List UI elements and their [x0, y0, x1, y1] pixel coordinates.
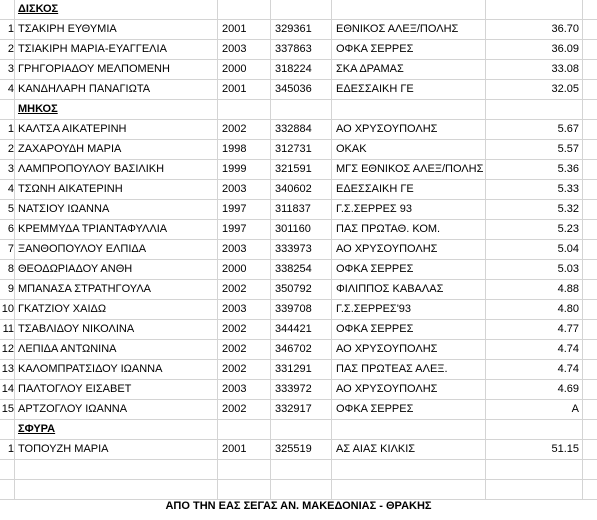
table-row [0, 200, 597, 220]
registration-id-cell[interactable]: 346702 [271, 340, 332, 360]
registration-id-cell[interactable]: 325519 [271, 440, 332, 460]
athlete-name-cell[interactable]: ΚΑΛΟΜΠΡΑΤΣΙΔΟΥ ΙΩΑΝΝΑ [15, 360, 218, 380]
mark-cell[interactable]: Α [486, 400, 583, 420]
club-cell[interactable]: ΕΔΕΣΣΑΙΚΗ ΓΕ [332, 80, 486, 100]
empty-cell[interactable] [332, 0, 486, 20]
mark-cell[interactable]: 4.74 [486, 340, 583, 360]
empty-cell[interactable] [583, 100, 597, 120]
club-cell[interactable]: ΦΙΛΙΠΠΟΣ ΚΑΒΑΛΑΣ [332, 280, 486, 300]
empty-row [0, 460, 597, 480]
rank-cell[interactable]: 14 [0, 380, 15, 400]
mark-cell[interactable]: 4.88 [486, 280, 583, 300]
mark-cell[interactable]: 5.67 [486, 120, 583, 140]
club-cell[interactable]: ΑΟ ΧΡΥΣΟΥΠΟΛΗΣ [332, 380, 486, 400]
rank-cell[interactable]: 11 [0, 320, 15, 340]
rank-cell[interactable]: 1 [0, 440, 15, 460]
athlete-name-cell[interactable]: ΤΣΑΚΙΡΗ ΕΥΘΥΜΙΑ [15, 20, 218, 40]
club-cell[interactable]: ΕΘΝΙΚΟΣ ΑΛΕΞ/ΠΟΛΗΣ [332, 20, 486, 40]
registration-id-cell[interactable]: 350792 [271, 280, 332, 300]
empty-cell[interactable] [332, 420, 486, 440]
mark-cell[interactable]: 5.32 [486, 200, 583, 220]
club-cell[interactable]: ΟΦΚΑ ΣΕΡΡΕΣ [332, 40, 486, 60]
table-row [0, 240, 597, 260]
rank-cell[interactable]: 15 [0, 400, 15, 420]
table-row [0, 40, 597, 60]
table-row [0, 260, 597, 280]
empty-cell[interactable] [583, 0, 597, 20]
birth-year-cell[interactable]: 2000 [218, 260, 271, 280]
registration-id-cell[interactable]: 345036 [271, 80, 332, 100]
athlete-name-cell[interactable]: ΚΑΛΤΣΑ ΑΙΚΑΤΕΡΙΝΗ [15, 120, 218, 140]
section-header-row [0, 0, 597, 20]
birth-year-cell[interactable]: 2000 [218, 60, 271, 80]
mark-cell[interactable]: 5.23 [486, 220, 583, 240]
athlete-name-cell[interactable]: ΤΣΙΑΚΙΡΗ ΜΑΡΙΑ-ΕΥΑΓΓΕΛΙΑ [15, 40, 218, 60]
empty-cell[interactable] [583, 460, 597, 480]
registration-id-cell[interactable]: 311837 [271, 200, 332, 220]
section-header-row [0, 100, 597, 120]
athlete-name-cell[interactable]: ΚΡΕΜΜΥΔΑ ΤΡΙΑΝΤΑΦΥΛΛΙΑ [15, 220, 218, 240]
empty-cell[interactable] [486, 420, 583, 440]
table-row [0, 20, 597, 40]
rank-cell[interactable]: 5 [0, 200, 15, 220]
registration-id-cell[interactable]: 318224 [271, 60, 332, 80]
birth-year-cell[interactable]: 2001 [218, 80, 271, 100]
table-row [0, 340, 597, 360]
mark-cell[interactable]: 4.80 [486, 300, 583, 320]
empty-cell[interactable] [486, 0, 583, 20]
birth-year-cell[interactable]: 2002 [218, 280, 271, 300]
club-cell[interactable]: ΜΓΣ ΕΘΝΙΚΟΣ ΑΛΕΞ/ΠΟΛΗΣ [332, 160, 486, 180]
birth-year-cell[interactable]: 2002 [218, 400, 271, 420]
empty-cell[interactable] [271, 420, 332, 440]
empty-cell[interactable] [583, 220, 597, 240]
mark-cell[interactable]: 4.69 [486, 380, 583, 400]
registration-id-cell[interactable]: 344421 [271, 320, 332, 340]
registration-id-cell[interactable]: 329361 [271, 20, 332, 40]
mark-cell[interactable]: 32.05 [486, 80, 583, 100]
birth-year-cell[interactable]: 2002 [218, 320, 271, 340]
rank-cell[interactable]: 12 [0, 340, 15, 360]
table-row [0, 140, 597, 160]
club-cell[interactable]: ΟΦΚΑ ΣΕΡΡΕΣ [332, 260, 486, 280]
athlete-name-cell[interactable]: ΓΡΗΓΟΡΙΑΔΟΥ ΜΕΛΠΟΜΕΝΗ [15, 60, 218, 80]
club-cell[interactable]: ΑΟ ΧΡΥΣΟΥΠΟΛΗΣ [332, 120, 486, 140]
empty-cell[interactable] [583, 180, 597, 200]
birth-year-cell[interactable]: 2002 [218, 360, 271, 380]
section-title[interactable]: ΔΙΣΚΟΣ [15, 0, 218, 20]
rank-cell[interactable]: 3 [0, 60, 15, 80]
table-row [0, 380, 597, 400]
rank-cell[interactable] [0, 420, 15, 440]
registration-id-cell[interactable]: 332884 [271, 120, 332, 140]
empty-cell[interactable] [583, 400, 597, 420]
mark-cell[interactable]: 51.15 [486, 440, 583, 460]
empty-cell[interactable] [583, 260, 597, 280]
club-cell[interactable]: ΠΑΣ ΠΡΩΤΕΑΣ ΑΛΕΞ. [332, 360, 486, 380]
empty-cell[interactable] [271, 100, 332, 120]
athlete-name-cell[interactable]: ΤΣΑΒΛΙΔΟΥ ΝΙΚΟΛΙΝΑ [15, 320, 218, 340]
empty-cell[interactable] [583, 280, 597, 300]
mark-cell[interactable]: 4.74 [486, 360, 583, 380]
mark-cell[interactable]: 33.08 [486, 60, 583, 80]
mark-cell[interactable]: 36.70 [486, 20, 583, 40]
athlete-name-cell[interactable]: ΛΕΠΙΔΑ ΑΝΤΩΝΙΝΑ [15, 340, 218, 360]
table-row [0, 280, 597, 300]
mark-cell[interactable]: 4.77 [486, 320, 583, 340]
empty-cell[interactable] [218, 460, 271, 480]
athlete-name-cell[interactable]: ΤΣΩΝΗ ΑΙΚΑΤΕΡΙΝΗ [15, 180, 218, 200]
rank-cell[interactable]: 8 [0, 260, 15, 280]
empty-cell[interactable] [583, 20, 597, 40]
footer-note: ΑΠΟ ΤΗΝ ΕΑΣ ΣΕΓΑΣ ΑΝ. ΜΑΚΕΔΟΝΙΑΣ - ΘΡΑΚΗΣ [165, 500, 432, 512]
mark-cell[interactable]: 5.04 [486, 240, 583, 260]
birth-year-cell[interactable]: 2003 [218, 380, 271, 400]
athlete-name-cell[interactable]: ΚΑΝΔΗΛΑΡΗ ΠΑΝΑΓΙΩΤΑ [15, 80, 218, 100]
registration-id-cell[interactable]: 339708 [271, 300, 332, 320]
empty-cell[interactable] [486, 460, 583, 480]
birth-year-cell[interactable]: 2003 [218, 300, 271, 320]
registration-id-cell[interactable]: 333973 [271, 240, 332, 260]
club-cell[interactable]: ΠΑΣ ΠΡΩΤΑΘ. ΚΟΜ. [332, 220, 486, 240]
empty-cell[interactable] [0, 460, 15, 480]
rank-cell[interactable]: 6 [0, 220, 15, 240]
birth-year-cell[interactable]: 1999 [218, 160, 271, 180]
empty-cell[interactable] [583, 40, 597, 60]
empty-cell[interactable] [583, 360, 597, 380]
rank-cell[interactable] [0, 100, 15, 120]
club-cell[interactable]: ΕΔΕΣΣΑΙΚΗ ΓΕ [332, 180, 486, 200]
empty-cell[interactable] [583, 60, 597, 80]
mark-cell[interactable]: 5.36 [486, 160, 583, 180]
rank-cell[interactable]: 2 [0, 40, 15, 60]
club-cell[interactable]: ΟΦΚΑ ΣΕΡΡΕΣ [332, 400, 486, 420]
table-row [0, 400, 597, 420]
club-cell[interactable]: Γ.Σ.ΣΕΡΡΕΣ 93 [332, 200, 486, 220]
registration-id-cell[interactable]: 301160 [271, 220, 332, 240]
empty-cell[interactable] [218, 100, 271, 120]
empty-cell[interactable] [583, 380, 597, 400]
table-row [0, 80, 597, 100]
athlete-name-cell[interactable]: ΠΑΛΤΟΓΛΟΥ ΕΙΣΑΒΕΤ [15, 380, 218, 400]
rank-cell[interactable]: 10 [0, 300, 15, 320]
birth-year-cell[interactable]: 1997 [218, 220, 271, 240]
table-row [0, 220, 597, 240]
empty-cell[interactable] [583, 80, 597, 100]
empty-cell[interactable] [583, 440, 597, 460]
rank-cell[interactable]: 4 [0, 80, 15, 100]
birth-year-cell[interactable]: 2001 [218, 440, 271, 460]
club-cell[interactable]: ΑΟ ΧΡΥΣΟΥΠΟΛΗΣ [332, 240, 486, 260]
rank-cell[interactable] [0, 0, 15, 20]
registration-id-cell[interactable]: 331291 [271, 360, 332, 380]
club-cell[interactable]: ΑΟ ΧΡΥΣΟΥΠΟΛΗΣ [332, 340, 486, 360]
table-row [0, 160, 597, 180]
rank-cell[interactable]: 7 [0, 240, 15, 260]
registration-id-cell[interactable]: 338254 [271, 260, 332, 280]
registration-id-cell[interactable]: 340602 [271, 180, 332, 200]
birth-year-cell[interactable]: 2002 [218, 340, 271, 360]
birth-year-cell[interactable]: 1998 [218, 140, 271, 160]
empty-cell[interactable] [486, 100, 583, 120]
athlete-name-cell[interactable]: ΜΠΑΝΑΣΑ ΣΤΡΑΤΗΓΟΥΛΑ [15, 280, 218, 300]
athlete-name-cell[interactable]: ΤΟΠΟΥΖΗ ΜΑΡΙΑ [15, 440, 218, 460]
registration-id-cell[interactable]: 333972 [271, 380, 332, 400]
empty-cell[interactable] [271, 460, 332, 480]
rank-cell[interactable]: 2 [0, 140, 15, 160]
empty-cell[interactable] [583, 320, 597, 340]
birth-year-cell[interactable]: 2003 [218, 240, 271, 260]
club-cell[interactable]: ΟΦΚΑ ΣΕΡΡΕΣ [332, 320, 486, 340]
empty-cell[interactable] [332, 100, 486, 120]
table-row [0, 180, 597, 200]
rank-cell[interactable]: 1 [0, 120, 15, 140]
athlete-name-cell[interactable]: ΓΚΑΤΖΙΟΥ ΧΑΙΔΩ [15, 300, 218, 320]
empty-cell[interactable] [583, 300, 597, 320]
athlete-name-cell[interactable]: ΖΑΧΑΡΟΥΔΗ ΜΑΡΙΑ [15, 140, 218, 160]
empty-cell[interactable] [583, 120, 597, 140]
athlete-name-cell[interactable]: ΛΑΜΠΡΟΠΟΥΛΟΥ ΒΑΣΙΛΙΚΗ [15, 160, 218, 180]
rank-cell[interactable]: 9 [0, 280, 15, 300]
empty-cell[interactable] [583, 200, 597, 220]
empty-cell[interactable] [218, 0, 271, 20]
athlete-name-cell[interactable]: ΝΑΤΣΙΟΥ ΙΩΑΝΝΑ [15, 200, 218, 220]
table-row [0, 120, 597, 140]
club-cell[interactable]: Γ.Σ.ΣΕΡΡΕΣ'93 [332, 300, 486, 320]
section-header-row [0, 420, 597, 440]
athlete-name-cell[interactable]: ΘΕΟΔΩΡΙΑΔΟΥ ΑΝΘΗ [15, 260, 218, 280]
club-cell[interactable]: ΣΚΑ ΔΡΑΜΑΣ [332, 60, 486, 80]
mark-cell[interactable]: 5.57 [486, 140, 583, 160]
athlete-name-cell[interactable]: ΞΑΝΘΟΠΟΥΛΟΥ ΕΛΠΙΔΑ [15, 240, 218, 260]
athlete-name-cell[interactable]: ΑΡΤΖΟΓΛΟΥ ΙΩΑΝΝΑ [15, 400, 218, 420]
birth-year-cell[interactable]: 2003 [218, 40, 271, 60]
birth-year-cell[interactable]: 2002 [218, 120, 271, 140]
rank-cell[interactable]: 4 [0, 180, 15, 200]
empty-cell[interactable] [15, 460, 218, 480]
table-row [0, 320, 597, 340]
rank-cell[interactable]: 13 [0, 360, 15, 380]
birth-year-cell[interactable]: 2001 [218, 20, 271, 40]
mark-cell[interactable]: 5.33 [486, 180, 583, 200]
empty-cell[interactable] [218, 420, 271, 440]
table-row [0, 60, 597, 80]
rank-cell[interactable]: 3 [0, 160, 15, 180]
empty-cell[interactable] [583, 160, 597, 180]
mark-cell[interactable]: 5.03 [486, 260, 583, 280]
registration-id-cell[interactable]: 337863 [271, 40, 332, 60]
registration-id-cell[interactable]: 321591 [271, 160, 332, 180]
empty-cell[interactable] [332, 460, 486, 480]
registration-id-cell[interactable]: 312731 [271, 140, 332, 160]
table-row [0, 360, 597, 380]
table-row [0, 300, 597, 320]
birth-year-cell[interactable]: 1997 [218, 200, 271, 220]
section-title[interactable]: ΜΗΚΟΣ [15, 100, 218, 120]
registration-id-cell[interactable]: 332917 [271, 400, 332, 420]
empty-cell[interactable] [583, 140, 597, 160]
table-row [0, 440, 597, 460]
birth-year-cell[interactable]: 2003 [218, 180, 271, 200]
mark-cell[interactable]: 36.09 [486, 40, 583, 60]
empty-cell[interactable] [583, 420, 597, 440]
section-title[interactable]: ΣΦΥΡΑ [15, 420, 218, 440]
empty-cell[interactable] [583, 340, 597, 360]
club-cell[interactable]: ΑΣ ΑΙΑΣ ΚΙΛΚΙΣ [332, 440, 486, 460]
rank-cell[interactable]: 1 [0, 20, 15, 40]
club-cell[interactable]: ΟΚΑΚ [332, 140, 486, 160]
empty-cell[interactable] [583, 240, 597, 260]
empty-cell[interactable] [271, 0, 332, 20]
